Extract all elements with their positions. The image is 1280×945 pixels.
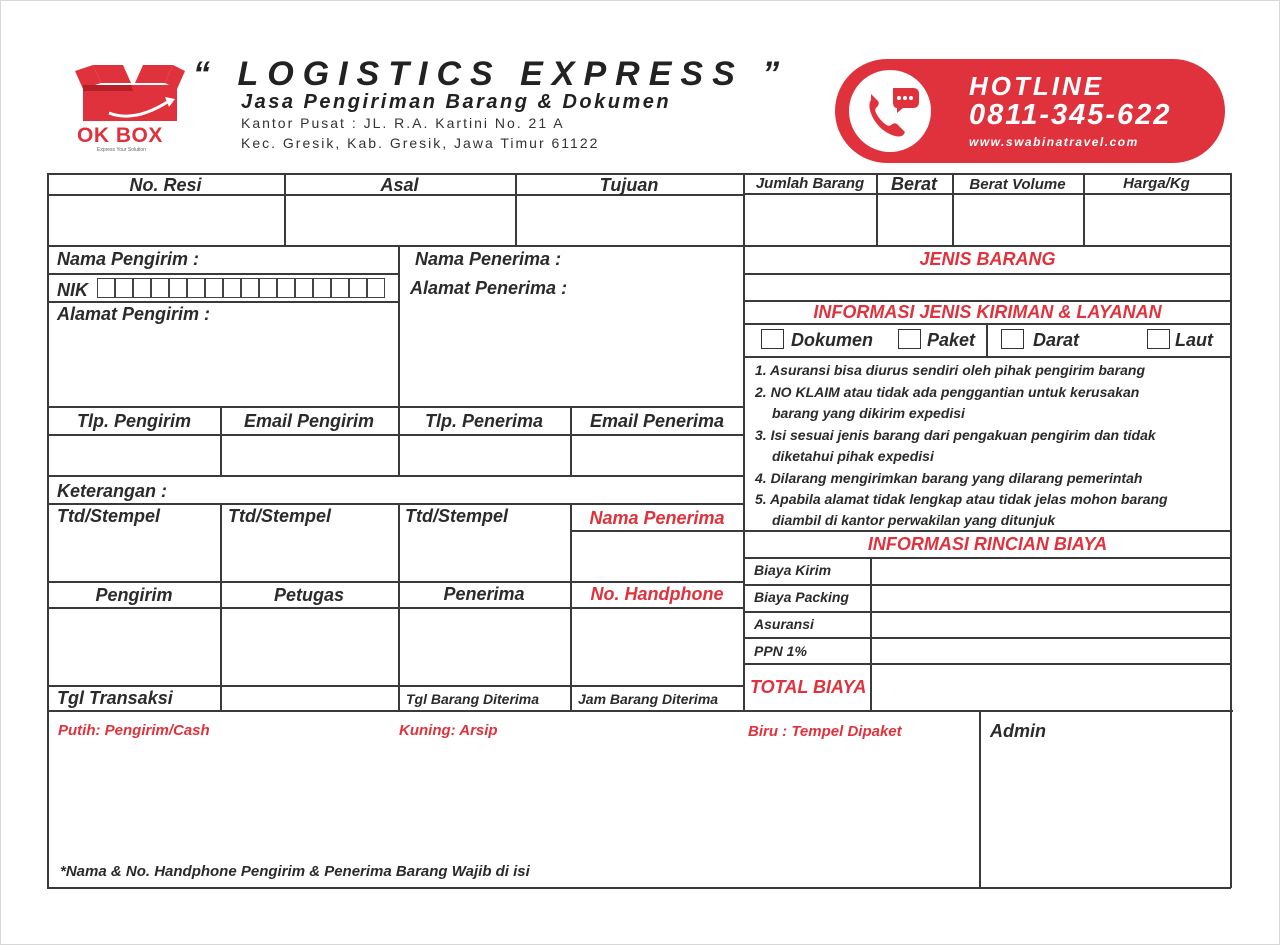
biaya-kirim-field[interactable] <box>872 559 1229 583</box>
darat-label: Darat <box>1033 330 1080 350</box>
company-subtitle: Jasa Pengiriman Barang & Dokumen <box>241 91 672 113</box>
tlp-penerima-field[interactable] <box>400 436 569 474</box>
hotline-website[interactable]: www.swabinatravel.com <box>969 135 1139 149</box>
dokumen-label: Dokumen <box>791 330 874 350</box>
nik-digit-box[interactable] <box>97 278 115 298</box>
frame-bottom <box>47 887 1231 889</box>
divider <box>744 530 1231 532</box>
nik-digit-box[interactable] <box>331 278 349 298</box>
nik-digit-box[interactable] <box>151 278 169 298</box>
no-handphone-label: No. Handphone <box>590 584 724 604</box>
total-biaya-field[interactable] <box>872 665 1229 709</box>
divider <box>47 503 744 505</box>
divider <box>220 503 222 710</box>
divider <box>744 356 1231 358</box>
nik-digit-box[interactable] <box>133 278 151 298</box>
laut-label: Laut <box>1175 330 1213 350</box>
penerima-sign-label: Penerima <box>443 584 525 604</box>
asal-label: Asal <box>380 175 419 195</box>
biaya-packing-label: Biaya Packing <box>754 589 849 605</box>
nik-digit-box[interactable] <box>223 278 241 298</box>
address-line-2: Kec. Gresik, Kab. Gresik, Jawa Timur 61122 <box>241 135 600 151</box>
harga-kg-label: Harga/Kg <box>1123 175 1190 192</box>
address-line-1: Kantor Pusat : JL. R.A. Kartini No. 21 A <box>241 115 565 131</box>
nik-digit-box[interactable] <box>205 278 223 298</box>
petugas-sign-label: Petugas <box>273 585 345 605</box>
nik-digit-box[interactable] <box>313 278 331 298</box>
ttd-stempel-penerima: Ttd/Stempel <box>405 506 509 526</box>
divider <box>744 323 1231 325</box>
divider <box>47 406 744 408</box>
nama-pengirim-label: Nama Pengirim : <box>57 249 200 269</box>
divider <box>47 607 744 609</box>
divider <box>47 685 744 687</box>
divider <box>979 710 981 888</box>
rule-line: 5. Apabila alamat tidak lengkap atau tidak jelas mohon barang <box>755 491 1168 507</box>
layanan-title: INFORMASI JENIS KIRIMAN & LAYANAN <box>813 302 1162 322</box>
asuransi-field[interactable] <box>872 613 1229 636</box>
divider <box>47 301 399 303</box>
rule-line: diketahui pihak expedisi <box>772 448 934 464</box>
divider <box>47 475 744 477</box>
hotline-icon-circle <box>849 70 931 152</box>
nik-digit-box[interactable] <box>241 278 259 298</box>
divider <box>47 581 744 583</box>
rule-line: 3. Isi sesuai jenis barang dari pengakuan pengirim dan tidak <box>755 427 1156 443</box>
paket-checkbox[interactable] <box>898 329 921 349</box>
divider <box>570 503 572 710</box>
rule-line: 2. NO KLAIM atau tidak ada penggantian untuk kerusakan <box>755 384 1140 400</box>
nik-digit-box[interactable] <box>295 278 313 298</box>
ttd-stempel-pengirim: Ttd/Stempel <box>57 506 161 526</box>
divider <box>398 245 400 406</box>
rule-line: 1. Asuransi bisa diurus sendiri oleh pihak pengirim barang <box>755 362 1146 378</box>
admin-label: Admin <box>990 721 1046 741</box>
divider <box>47 273 399 275</box>
total-biaya-label: TOTAL BIAYA <box>750 677 867 697</box>
rule-line: diambil di kantor perwakilan yang ditunjuk <box>772 512 1056 528</box>
berat-field[interactable] <box>878 195 951 244</box>
tujuan-field[interactable] <box>517 196 742 244</box>
ppn-field[interactable] <box>872 639 1229 662</box>
nik-label: NIK <box>57 280 88 300</box>
asal-field[interactable] <box>286 196 514 244</box>
logo-tagline: Express Your Solution <box>97 147 146 153</box>
nama-penerima-label: Nama Penerima : <box>415 249 562 269</box>
hotline-title: HOTLINE <box>969 71 1105 101</box>
frame-left <box>47 173 49 888</box>
nik-digit-box[interactable] <box>349 278 367 298</box>
berat-volume-label: Berat Volume <box>969 176 1066 193</box>
nik-digit-box[interactable] <box>115 278 133 298</box>
tgl-barang-diterima-label: Tgl Barang Diterima <box>406 691 540 707</box>
nama-penerima-sign-label: Nama Penerima <box>589 508 725 528</box>
tujuan-label: Tujuan <box>599 175 659 195</box>
biaya-packing-field[interactable] <box>872 586 1229 610</box>
biaya-kirim-label: Biaya Kirim <box>754 562 832 578</box>
divider <box>398 503 400 710</box>
phone-chat-icon <box>849 70 931 152</box>
alamat-pengirim-label: Alamat Pengirim : <box>57 304 211 324</box>
harga-kg-field[interactable] <box>1085 195 1229 244</box>
nik-digit-box[interactable] <box>277 278 295 298</box>
required-note: *Nama & No. Handphone Pengirim & Penerima Barang Wajib di isi <box>60 863 530 880</box>
hotline-badge <box>835 59 1225 163</box>
no-resi-label: No. Resi <box>129 175 202 195</box>
jenis-barang-title: JENIS BARANG <box>919 249 1056 269</box>
jam-barang-diterima-label: Jam Barang Diterima <box>578 691 719 707</box>
divider <box>47 710 1233 712</box>
rule-line: 4. Dilarang mengirimkan barang yang dilarang pemerintah <box>755 470 1143 486</box>
nik-digit-box[interactable] <box>169 278 187 298</box>
company-title: “ LOGISTICS EXPRESS ” <box>193 55 789 93</box>
copy-biru-label: Biru : Tempel Dipaket <box>748 723 902 740</box>
berat-label: Berat <box>890 174 938 194</box>
laut-checkbox[interactable] <box>1147 329 1170 349</box>
ppn-label: PPN 1% <box>754 643 807 659</box>
biaya-title: INFORMASI RINCIAN BIAYA <box>867 534 1108 554</box>
alamat-penerima-label: Alamat Penerima : <box>410 278 568 298</box>
email-penerima-field[interactable] <box>572 436 742 474</box>
email-pengirim-label: Email Pengirim <box>243 411 375 431</box>
divider <box>570 530 744 532</box>
jumlah-barang-field[interactable] <box>745 195 875 244</box>
paket-label: Paket <box>927 330 976 350</box>
tlp-pengirim-label: Tlp. Pengirim <box>76 411 191 431</box>
ttd-stempel-petugas: Ttd/Stempel <box>228 506 332 526</box>
tgl-transaksi-label: Tgl Transaksi <box>57 688 173 708</box>
divider <box>986 323 988 356</box>
dokumen-checkbox[interactable] <box>761 329 784 349</box>
tlp-pengirim-field[interactable] <box>49 436 219 474</box>
email-pengirim-field[interactable] <box>222 436 397 474</box>
darat-checkbox[interactable] <box>1001 329 1024 349</box>
divider <box>47 245 1231 247</box>
pengirim-sign-label: Pengirim <box>95 585 173 605</box>
hotline-number[interactable]: 0811-345-622 <box>969 99 1172 131</box>
jenis-barang-field[interactable] <box>746 275 1229 299</box>
rule-line: barang yang dikirim expedisi <box>772 405 965 421</box>
logo-text: OK BOX <box>77 124 163 147</box>
nik-digit-box[interactable] <box>367 278 385 298</box>
keterangan-label: Keterangan : <box>57 481 168 501</box>
no-resi-field[interactable] <box>49 196 283 244</box>
tlp-penerima-label: Tlp. Penerima <box>424 411 544 431</box>
asuransi-label: Asuransi <box>754 616 814 632</box>
jumlah-barang-label: Jumlah Barang <box>755 175 865 192</box>
email-penerima-label: Email Penerima <box>589 411 725 431</box>
copy-putih-label: Putih: Pengirim/Cash <box>58 722 210 739</box>
copy-kuning-label: Kuning: Arsip <box>399 722 498 739</box>
nik-digit-box[interactable] <box>187 278 205 298</box>
berat-volume-field[interactable] <box>954 195 1082 244</box>
nik-digit-box[interactable] <box>259 278 277 298</box>
